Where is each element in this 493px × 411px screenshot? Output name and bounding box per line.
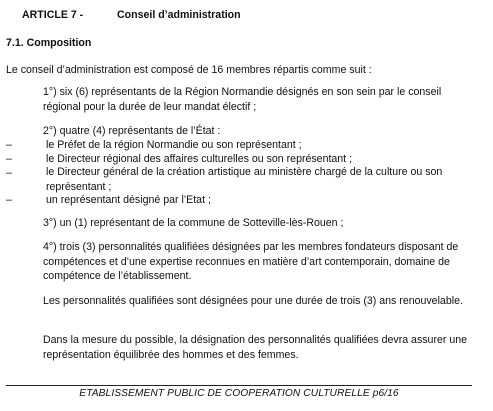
bullet-item: le Directeur régional des affaires culturelles ou son représentant ; [46, 153, 353, 165]
bullet-dash: – [6, 139, 12, 151]
duration-paragraph: Les personnalités qualifiées sont désignées pour une durée de trois (3) ans renouvelable. [43, 295, 463, 307]
balance-paragraph: Dans la mesure du possible, la désignation des personnalités qualifiées devra assurer une représentation équilibrée des hommes et des femmes. [43, 334, 468, 361]
bullet-dash: – [6, 167, 12, 179]
item-1-paragraph: 1°) six (6) représentants de la Région Normandie désignés en son sein par le conseil régional pour la durée de leur mandat électif ; [43, 86, 442, 113]
bullet-item: un représentant désigné par l’Etat ; [46, 194, 211, 206]
footer-text: ETABLISSEMENT PUBLIC DE COOPERATION CULTURELLE p6/16 [79, 388, 399, 399]
bullet-item: le Préfet de la région Normandie ou son représentant ; [46, 139, 302, 151]
item-2-paragraph: 2°) quatre (4) représentants de l’État : [43, 125, 221, 137]
article-title: Conseil d’administration [117, 9, 241, 21]
bullet-item: le Directeur général de la création artistique au ministère chargé de la culture ou son représentant ; [46, 166, 443, 193]
bullet-dash: – [6, 194, 12, 206]
item-4-paragraph: 4°) trois (3) personnalités qualifiées désignées par les membres fondateurs disposant de compétences et d’une expertise reconnues en matière d’art contemporain, domaine de compétence de l’établissement. [43, 241, 459, 282]
intro-paragraph: Le conseil d’administration est composé de 16 membres répartis comme suit : [6, 64, 372, 76]
footer-divider [6, 385, 472, 386]
item-3-paragraph: 3°) un (1) représentant de la commune de Sotteville-lès-Rouen ; [43, 217, 344, 229]
section-heading: 7.1. Composition [6, 37, 92, 49]
bullet-dash: – [6, 153, 12, 165]
article-number: ARTICLE 7 - [22, 9, 84, 21]
